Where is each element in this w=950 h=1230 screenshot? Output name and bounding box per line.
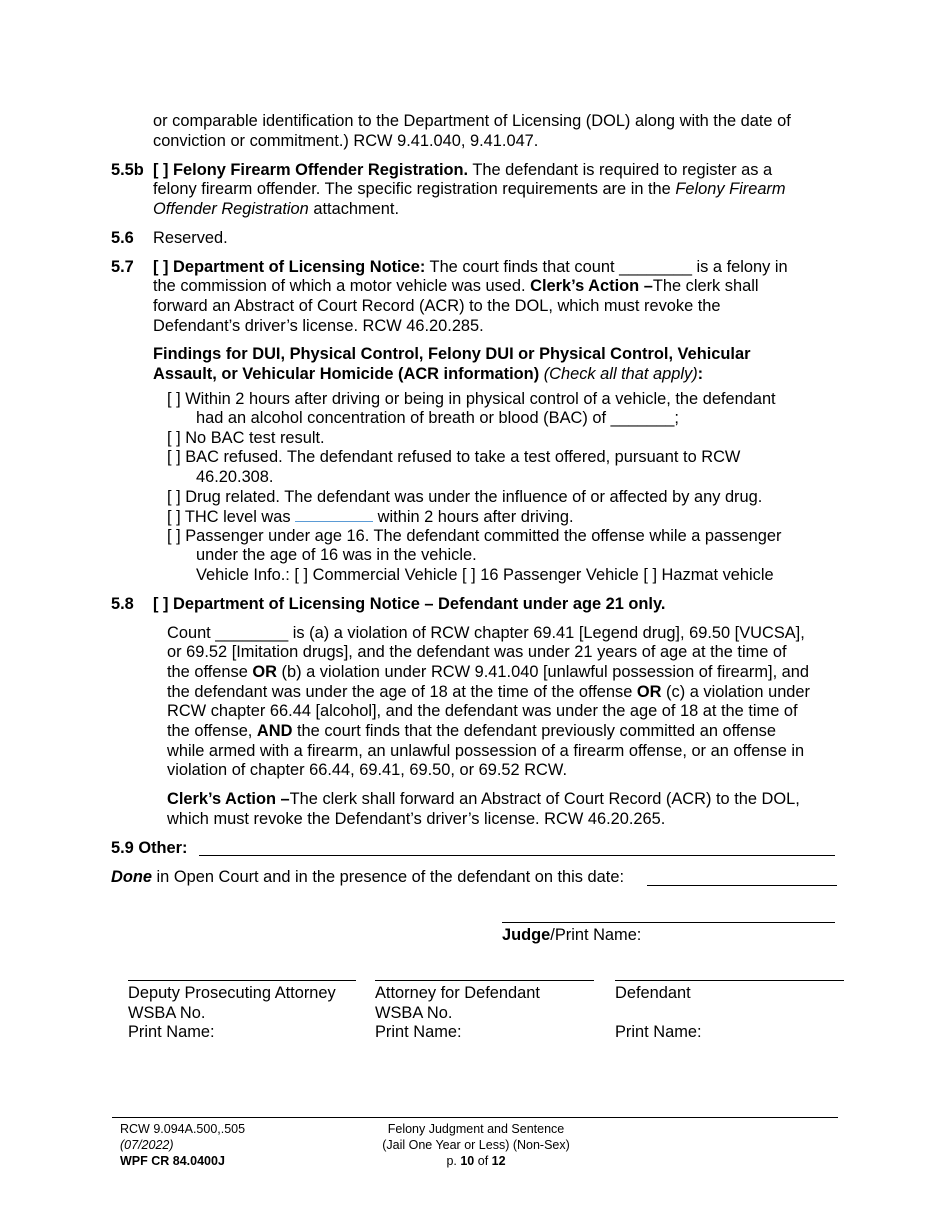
checkbox-within-2-hours[interactable]: [ ] Within 2 hours after driving or being in physical control of a vehicle, the defendant bbox=[167, 390, 776, 408]
s5-8-text: the defendant was under the age of 18 at the time of the offense bbox=[167, 683, 637, 701]
s5-8-para-line5: RCW chapter 66.44 [alcohol], and the defendant was under the age of 18 at the time of bbox=[167, 702, 798, 720]
footer-rcw: RCW 9.094A.500,.505 bbox=[120, 1122, 246, 1136]
checkbox-passenger-cont: under the age of 16 was in the vehicle. bbox=[196, 546, 477, 564]
s5-8-para-line3 bbox=[167, 663, 809, 683]
s5-8-para-line8: violation of chapter 66.44, 69.41, 69.50, or 69.52 RCW. bbox=[167, 761, 568, 779]
done-label: Done bbox=[111, 868, 152, 886]
page-number: 10 bbox=[460, 1154, 475, 1168]
s5-8-text: the court finds that the defendant previously committed an offense bbox=[292, 722, 776, 740]
footer-form-number: WPF CR 84.0400J bbox=[120, 1154, 225, 1168]
s5-7-text: the commission of which a motor vehicle was used. bbox=[153, 277, 531, 295]
s5-7-line2 bbox=[153, 277, 759, 297]
thc-label: [ ] THC level was bbox=[167, 508, 296, 526]
s5-8-para-line7: while armed with a firearm, an unlawful possession of a firearm offense, or an offense in bbox=[167, 742, 805, 760]
thc-level-blank[interactable] bbox=[295, 507, 373, 522]
checkbox-bac-refused[interactable]: [ ] BAC refused. The defendant refused to take a test offered, pursuant to RCW bbox=[167, 448, 741, 466]
footer-page bbox=[376, 1154, 576, 1170]
s5-8-clerk-text: The clerk shall forward an Abstract of Court Record (ACR) to the DOL, bbox=[289, 790, 800, 808]
footer-date: (07/2022) bbox=[120, 1138, 174, 1152]
judge-label bbox=[502, 926, 641, 946]
s5-5b-text: The defendant is required to register as a bbox=[468, 161, 773, 179]
prosecutor-wsba: WSBA No. bbox=[128, 1004, 206, 1022]
s5-5a-line2: conviction or commitment.) RCW 9.41.040, 9.41.047. bbox=[153, 132, 539, 150]
prosecutor-signature-line[interactable] bbox=[128, 980, 356, 981]
defense-role: Attorney for Defendant bbox=[375, 984, 540, 1002]
s5-5b-line1 bbox=[153, 161, 772, 181]
s5-5b-text: felony firearm offender. The specific registration requirements are in the bbox=[153, 180, 676, 198]
s5-7-line3: forward an Abstract of Court Record (ACR) to the DOL, which must revoke the bbox=[153, 297, 721, 315]
judge-signature-line[interactable] bbox=[502, 922, 835, 923]
defendant-signature-line[interactable] bbox=[615, 980, 844, 981]
footer-title-2: (Jail One Year or Less) (Non-Sex) bbox=[382, 1138, 570, 1152]
vehicle-info[interactable]: Vehicle Info.: [ ] Commercial Vehicle [ ] 16 Passenger Vehicle [ ] Hazmat vehicle bbox=[196, 566, 774, 584]
section-number-5-5b: 5.5b bbox=[111, 161, 144, 179]
s5-6-text: Reserved. bbox=[153, 229, 228, 247]
s5-8-para-line6 bbox=[167, 722, 776, 742]
s5-7-text: The clerk shall bbox=[652, 277, 759, 295]
s5-7-text: The court finds that count ________ is a felony in bbox=[425, 258, 788, 276]
s5-5b-italic: Felony Firearm bbox=[675, 180, 786, 198]
s5-8-text: the offense bbox=[167, 663, 253, 681]
or-label: OR bbox=[252, 663, 277, 681]
thc-text: within 2 hours after driving. bbox=[373, 508, 574, 526]
defendant-role: Defendant bbox=[615, 984, 691, 1002]
clerks-action-label: Clerk’s Action – bbox=[167, 790, 290, 808]
done-statement bbox=[111, 868, 624, 888]
defendant-print-name: Print Name: bbox=[615, 1023, 702, 1041]
prosecutor-role: Deputy Prosecuting Attorney bbox=[128, 984, 336, 1002]
s5-8-para-line4 bbox=[167, 683, 810, 703]
findings-heading-line1: Findings for DUI, Physical Control, Felony DUI or Physical Control, Vehicular bbox=[153, 345, 751, 363]
section-number-5-8: 5.8 bbox=[111, 595, 134, 613]
s5-8-para-line2: or 69.52 [Imitation drugs], and the defendant was under 21 years of age at the time of bbox=[167, 643, 787, 661]
clerks-action-label: Clerk’s Action – bbox=[530, 277, 653, 295]
judge-print-name: /Print Name: bbox=[550, 926, 642, 944]
page-of: of bbox=[474, 1154, 492, 1168]
s5-7-line4: Defendant’s driver’s license. RCW 46.20.285. bbox=[153, 317, 484, 335]
done-text: in Open Court and in the presence of the defendant on this date: bbox=[151, 868, 624, 886]
defense-wsba: WSBA No. bbox=[375, 1004, 453, 1022]
s5-9-label: 5.9 Other: bbox=[111, 839, 188, 857]
section-number-5-7: 5.7 bbox=[111, 258, 134, 276]
footer-title-1: Felony Judgment and Sentence bbox=[387, 1122, 565, 1136]
findings-heading: Assault, or Vehicular Homicide (ACR information) bbox=[153, 365, 540, 383]
date-line[interactable] bbox=[647, 885, 837, 886]
s5-8-text: (b) a violation under RCW 9.41.040 [unlawful possession of firearm], and bbox=[276, 663, 810, 681]
page-prefix: p. bbox=[446, 1154, 461, 1168]
checkbox-no-bac[interactable]: [ ] No BAC test result. bbox=[167, 429, 325, 447]
s5-7-title: [ ] Department of Licensing Notice: bbox=[153, 258, 426, 276]
footer-rule bbox=[112, 1117, 838, 1118]
findings-instruction: (Check all that apply) bbox=[539, 365, 698, 383]
s5-8-text: (c) a violation under bbox=[661, 683, 811, 701]
defense-signature-line[interactable] bbox=[375, 980, 594, 981]
s5-5a-line1: or comparable identification to the Department of Licensing (DOL) along with the date of bbox=[153, 112, 791, 130]
other-line[interactable] bbox=[199, 855, 835, 856]
findings-heading-line2 bbox=[153, 365, 703, 385]
and-label: AND bbox=[256, 722, 293, 740]
section-number-5-6: 5.6 bbox=[111, 229, 134, 247]
checkbox-bac-refused-cont: 46.20.308. bbox=[196, 468, 274, 486]
checkbox-drug-related[interactable]: [ ] Drug related. The defendant was under the influence of or affected by any drug. bbox=[167, 488, 763, 506]
page-total: 12 bbox=[491, 1154, 506, 1168]
s5-8-title: [ ] Department of Licensing Notice – Defendant under age 21 only. bbox=[153, 595, 666, 613]
s5-7-line1 bbox=[153, 258, 788, 278]
checkbox-thc-level[interactable] bbox=[167, 507, 574, 528]
s5-8-text: the offense, bbox=[167, 722, 257, 740]
s5-5b-line2 bbox=[153, 180, 786, 200]
checkbox-within-2-hours-cont: had an alcohol concentration of breath or blood (BAC) of _______; bbox=[196, 409, 679, 427]
prosecutor-print-name: Print Name: bbox=[128, 1023, 215, 1041]
s5-5b-title: [ ] Felony Firearm Offender Registration. bbox=[153, 161, 469, 179]
s5-5b-line3 bbox=[153, 200, 399, 220]
checkbox-passenger[interactable]: [ ] Passenger under age 16. The defendant committed the offense while a passenger bbox=[167, 527, 782, 545]
findings-colon: : bbox=[697, 365, 704, 383]
s5-8-clerk-line2: which must revoke the Defendant’s driver’s license. RCW 46.20.265. bbox=[167, 810, 666, 828]
or-label: OR bbox=[636, 683, 662, 701]
defense-print-name: Print Name: bbox=[375, 1023, 462, 1041]
s5-5b-italic: Offender Registration bbox=[153, 200, 309, 218]
s5-8-para-line1: Count ________ is (a) a violation of RCW chapter 69.41 [Legend drug], 69.50 [VUCSA], bbox=[167, 624, 805, 642]
s5-5b-text: attachment. bbox=[308, 200, 399, 218]
judge-bold: Judge bbox=[502, 926, 551, 944]
s5-8-clerk-line1 bbox=[167, 790, 800, 810]
